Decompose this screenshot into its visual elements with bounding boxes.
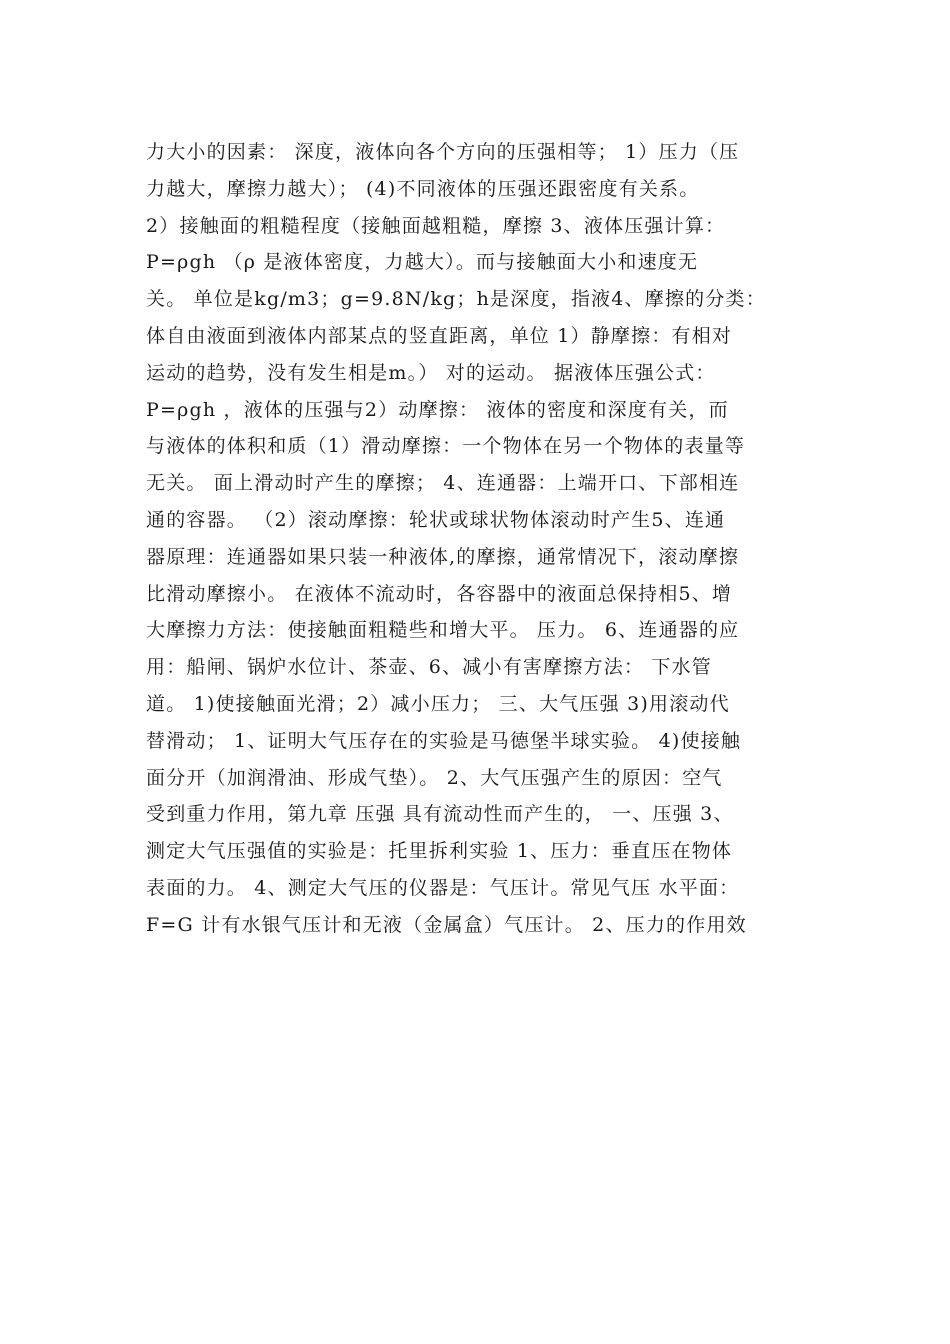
text-line: 运动的趋势，没有发生相是m。） 对的运动。 据液体压强公式： bbox=[146, 361, 716, 384]
text-line: 表面的力。 4、测定大气压的仪器是：气压计。常见气压 水平面： bbox=[146, 876, 740, 899]
text-line: 体自由液面到液体内部某点的竖直距离，单位 1）静摩擦：有相对 bbox=[146, 324, 733, 347]
text-line: 比滑动摩擦小。 在液体不流动时，各容器中的液面总保持相5、增 bbox=[146, 582, 733, 605]
text-line: 通的容器。 （2）滚动摩擦：轮状或球状物体滚动时产生5、连通 bbox=[146, 508, 726, 531]
text-line: 关。 单位是kg/m3；g=9.8N/kg；h是深度，指液4、摩擦的分类： bbox=[146, 288, 766, 311]
text-line: 无关。 面上滑动时产生的摩擦； 4、连通器：上端开口、下部相连 bbox=[146, 472, 740, 495]
text-line: 替滑动； 1、证明大气压存在的实验是马德堡半球实验。 4)使接触 bbox=[146, 729, 742, 752]
text-line: 与液体的体积和质（1）滑动摩擦：一个物体在另一个物体的表量等 bbox=[146, 435, 746, 458]
text-line: 面分开（加润滑油、形成气垫）。 2、大气压强产生的原因：空气 bbox=[146, 766, 723, 789]
text-line: 力越大，摩擦力越大）； (4)不同液体的压强还跟密度有关系。 bbox=[146, 177, 700, 200]
body-text bbox=[146, 134, 806, 944]
text-line: 2）接触面的粗糙程度（接触面越粗糙，摩擦 3、液体压强计算： bbox=[146, 214, 726, 237]
text-line: F=G 计有水银气压计和无液（金属盒）气压计。 2、压力的作用效 bbox=[146, 913, 747, 936]
text-line: P=ρgh （ρ 是液体密度，力越大）。而与接触面大小和速度无 bbox=[146, 251, 699, 274]
text-line: 力大小的因素： 深度，液体向各个方向的压强相等； 1）压力（压 bbox=[146, 141, 740, 163]
text-line: 受到重力作用，第九章 压强 具有流动性而产生的， 一、压强 3、 bbox=[146, 803, 734, 826]
text-line: P=ρgh ，液体的压强与2）动摩擦： 液体的密度和深度有关，而 bbox=[146, 398, 729, 421]
text-line: 测定大气压强值的实验是：托里拆利实验 1、压力：垂直压在物体 bbox=[146, 840, 733, 863]
text-line: 器原理：连通器如果只装一种液体,的摩擦，通常情况下，滚动摩擦 bbox=[146, 545, 740, 568]
text-line: 用：船闸、锅炉水位计、茶壶、6、减小有害摩擦方法： 下水管 bbox=[146, 656, 712, 679]
text-line: 道。 1)使接触面光滑；2）减小压力； 三、大气压强 3)用滚动代 bbox=[146, 692, 730, 715]
text-line: 大摩擦力方法：使接触面粗糙些和增大平。 压力。 6、连通器的应 bbox=[146, 619, 740, 642]
